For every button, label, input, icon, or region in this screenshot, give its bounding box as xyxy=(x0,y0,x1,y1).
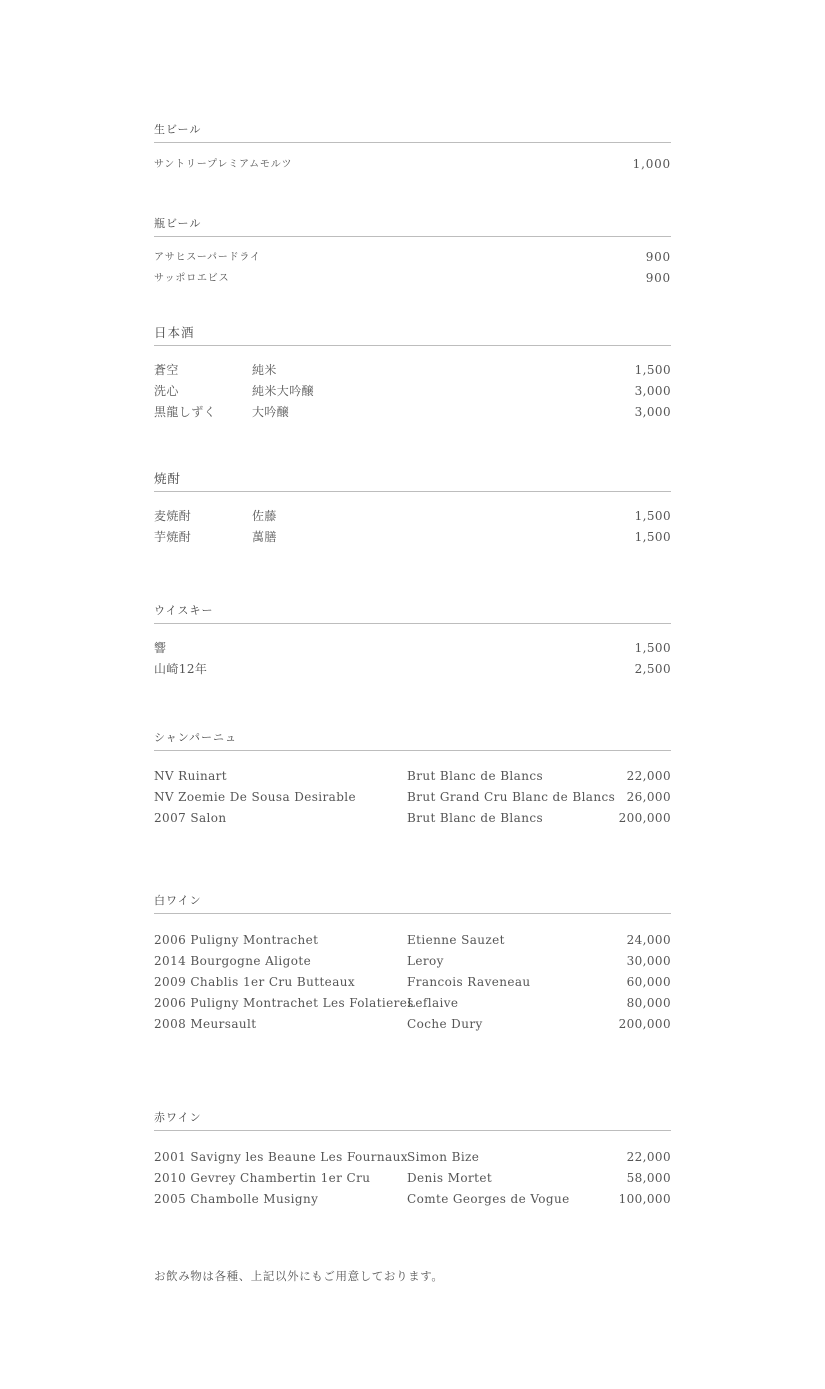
item-producer: Leroy xyxy=(407,954,444,968)
menu-item xyxy=(154,1168,671,1189)
item-name: 2006 Puligny Montrachet xyxy=(154,933,319,947)
item-producer: Francois Raveneau xyxy=(407,975,531,989)
item-name: 芋焼酎 xyxy=(154,530,192,544)
menu-item xyxy=(154,527,671,548)
item-producer: Comte Georges de Vogue xyxy=(407,1192,570,1206)
item-price: 3,000 xyxy=(634,384,671,398)
menu-item xyxy=(154,360,671,381)
item-type: 佐藤 xyxy=(252,509,277,523)
menu-item xyxy=(154,506,671,527)
section-shochu xyxy=(154,472,671,548)
item-price: 1,500 xyxy=(634,363,671,377)
menu-item xyxy=(154,154,671,175)
section-title: 生ビール xyxy=(154,123,671,143)
menu-item xyxy=(154,638,671,659)
item-price: 60,000 xyxy=(626,975,671,989)
item-name: アサヒスーパードライ xyxy=(154,252,261,263)
item-name: 洗心 xyxy=(154,384,179,398)
item-producer: Brut Blanc de Blancs xyxy=(407,811,544,825)
item-name: 蒼空 xyxy=(154,363,179,377)
item-name: 2001 Savigny les Beaune Les Fournaux xyxy=(154,1150,408,1164)
menu-item xyxy=(154,766,671,787)
section-title: 白ワイン xyxy=(154,894,671,914)
section-title: 日本酒 xyxy=(154,326,671,346)
item-price: 26,000 xyxy=(626,790,671,804)
item-name: 2014 Bourgogne Aligote xyxy=(154,954,312,968)
item-type: 大吟醸 xyxy=(252,405,290,419)
item-name: 2006 Puligny Montrachet Les Folatieres xyxy=(154,996,414,1010)
section-title: 焼酎 xyxy=(154,472,671,492)
section-title: ウイスキー xyxy=(154,604,671,624)
menu-item xyxy=(154,787,671,808)
item-type: 萬膳 xyxy=(252,530,277,544)
item-name: 2009 Chablis 1er Cru Butteaux xyxy=(154,975,356,989)
item-price: 900 xyxy=(645,271,671,285)
menu-item xyxy=(154,951,671,972)
menu-item xyxy=(154,1014,671,1035)
item-price: 2,500 xyxy=(634,662,671,676)
menu-item xyxy=(154,993,671,1014)
section-sake xyxy=(154,326,671,423)
item-price: 1,500 xyxy=(634,509,671,523)
item-name: 2010 Gevrey Chambertin 1er Cru xyxy=(154,1171,371,1185)
footer-note: お飲み物は各種、上記以外にもご用意しております。 xyxy=(154,1269,444,1283)
item-price: 80,000 xyxy=(626,996,671,1010)
section-whisky xyxy=(154,604,671,680)
item-price: 30,000 xyxy=(626,954,671,968)
item-name: 2007 Salon xyxy=(154,811,227,825)
section-white-wine xyxy=(154,894,671,1035)
item-price: 900 xyxy=(645,250,671,264)
menu-item xyxy=(154,1147,671,1168)
item-price: 3,000 xyxy=(634,405,671,419)
section-title: 瓶ビール xyxy=(154,217,671,237)
item-name: 2008 Meursault xyxy=(154,1017,257,1031)
item-price: 1,500 xyxy=(634,641,671,655)
section-title: シャンパーニュ xyxy=(154,731,671,751)
menu-item xyxy=(154,972,671,993)
section-champagne xyxy=(154,731,671,829)
section-draft-beer xyxy=(154,123,671,175)
item-price: 200,000 xyxy=(618,811,671,825)
menu-item xyxy=(154,1189,671,1210)
item-name: NV Zoemie De Sousa Desirable xyxy=(154,790,357,804)
menu-item xyxy=(154,268,671,289)
item-price: 1,000 xyxy=(632,157,671,171)
item-producer: Denis Mortet xyxy=(407,1171,493,1185)
item-price: 200,000 xyxy=(618,1017,671,1031)
menu-item xyxy=(154,247,671,268)
item-name: 麦焼酎 xyxy=(154,509,192,523)
item-price: 22,000 xyxy=(626,1150,671,1164)
section-bottled-beer xyxy=(154,217,671,289)
item-name: 2005 Chambolle Musigny xyxy=(154,1192,319,1206)
menu-item xyxy=(154,402,671,423)
item-name: 黒龍しずく xyxy=(154,405,217,419)
menu-item xyxy=(154,930,671,951)
item-price: 1,500 xyxy=(634,530,671,544)
item-producer: Coche Dury xyxy=(407,1017,483,1031)
item-producer: Brut Blanc de Blancs xyxy=(407,769,544,783)
item-producer: Simon Bize xyxy=(407,1150,480,1164)
item-name: サッポロエビス xyxy=(154,273,230,284)
item-name: NV Ruinart xyxy=(154,769,228,783)
item-price: 100,000 xyxy=(618,1192,671,1206)
item-name: 山崎12年 xyxy=(154,662,208,676)
menu-item xyxy=(154,381,671,402)
item-producer: Leflaive xyxy=(407,996,459,1010)
item-name: 響 xyxy=(154,641,167,655)
menu-item xyxy=(154,808,671,829)
item-type: 純米大吟醸 xyxy=(252,384,315,398)
section-title: 赤ワイン xyxy=(154,1111,671,1131)
item-price: 22,000 xyxy=(626,769,671,783)
item-price: 24,000 xyxy=(626,933,671,947)
item-producer: Etienne Sauzet xyxy=(407,933,505,947)
item-producer: Brut Grand Cru Blanc de Blancs xyxy=(407,790,616,804)
menu-item xyxy=(154,659,671,680)
item-type: 純米 xyxy=(252,363,277,377)
item-name: サントリープレミアムモルツ xyxy=(154,159,293,170)
item-price: 58,000 xyxy=(626,1171,671,1185)
section-red-wine xyxy=(154,1111,671,1210)
